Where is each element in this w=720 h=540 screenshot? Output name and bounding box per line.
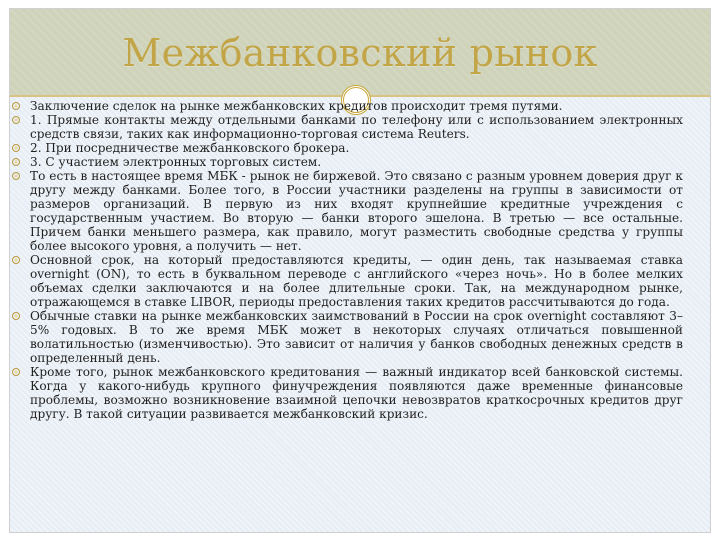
bullet-ring-icon: [12, 172, 20, 180]
list-item: [11, 365, 683, 421]
list-item: [11, 169, 683, 253]
bullet-ring-icon: [12, 116, 20, 124]
list-item: [11, 253, 683, 309]
paragraph-text: Обычные ставки на рынке межбанковских заимствований в России на срок overnight составляют 3–5% годовых. В то же время МБК может в некоторых случаях отличаться повышенной волатильностью (изменчивостью). Это зависит от наличия у банков свободных денежных средств в определенный день.: [30, 309, 683, 365]
list-item: [11, 309, 683, 365]
bullet-ring-icon: [12, 368, 20, 376]
paragraph-text: Кроме того, рынок межбанковского кредитования — важный индикатор всей банковской системы. Когда у какого-нибудь крупного финучреждения появляются даже временные финансовые проблемы, возможно возникновение взаимной цепочки невозвратов краткосрочных кредитов друг другу. В такой ситуации развивается межбанковский кризис.: [30, 365, 683, 421]
paragraph-text: 3. С участием электронных торговых систем.: [30, 155, 322, 169]
list-item: [11, 99, 683, 113]
list-item: [11, 155, 683, 169]
list-item: [11, 113, 683, 141]
paragraph-text: То есть в настоящее время МБК - рынок не биржевой. Это связано с разным уровнем доверия друг к другу между банками. Более того, в России участники разделены на группы в зависимости от размеров организаций. В первую из них входят крупнейшие кредитные учреждения с государственным участием. Во вторую — банки второго эшелона. В третью — все остальные. Причем банки меньшего размера, как правило, могут разместить свободные средства у группы более высокого уровня, а получить — нет.: [30, 169, 683, 253]
paragraph-text: 1. Прямые контакты между отдельными банками по телефону или с использованием электронных средств связи, таких как информационно-торговая система Reuters.: [30, 113, 683, 141]
bullet-ring-icon: [12, 312, 20, 320]
paragraph-text: 2. При посредничестве межбанковского брокера.: [30, 141, 350, 155]
slide-title: Межбанковский рынок: [122, 31, 598, 75]
body-text-list: [11, 99, 683, 421]
bullet-ring-icon: [12, 158, 20, 166]
bullet-ring-icon: [12, 256, 20, 264]
bullet-ring-icon: [12, 144, 20, 152]
paragraph-text: Основной срок, на который предоставляются кредиты, — один день, так называемая ставка overnight (ON), то есть в буквальном переводе с английского «через ночь». Но в более мелких объемах сделки заключаются и на более длительные сроки. Так, на международном рынке, отражающемся в ставке LIBOR, периоды предоставления таких кредитов рассчитываются до года.: [30, 253, 683, 309]
paragraph-text: Заключение сделок на рынке межбанковских кредитов происходит тремя путями.: [30, 99, 563, 113]
bullet-ring-icon: [12, 102, 20, 110]
list-item: [11, 141, 683, 155]
